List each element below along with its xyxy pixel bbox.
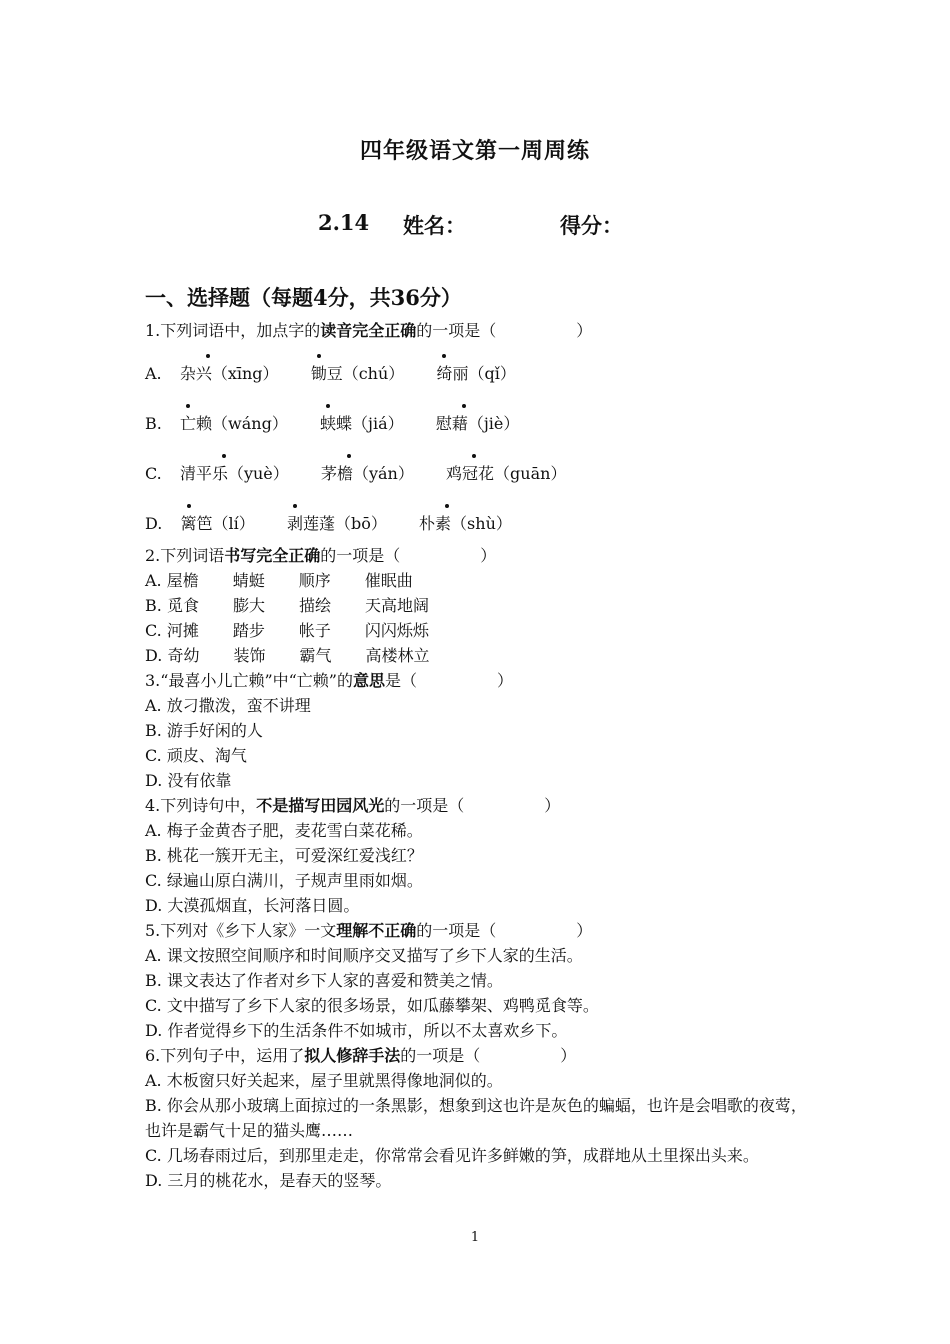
questions <box>145 318 810 1193</box>
question-4-option-b: B. 桃花一簇开无主，可爱深红爱浅红？ <box>145 846 423 865</box>
question-2-option-d: D. 奇幼 装饰 霸气 高楼林立 <box>145 646 430 665</box>
question-5-stem: 5.下列对《乡下人家》一文理解不正确的一项是（ ） <box>145 921 593 940</box>
question-6-option-d: D. 三月的桃花水，是春天的竖琴。 <box>145 1171 392 1190</box>
emphasis-dot <box>187 504 191 508</box>
question-4-stem: 4.下列诗句中，不是描写田园风光的一项是（ ） <box>145 796 561 815</box>
section-heading: 一、选择题（每题4分，共36分） <box>145 285 462 310</box>
question-5-option-d: D. 作者觉得乡下的生活条件不如城市，所以不太喜欢乡下。 <box>145 1021 568 1040</box>
emphasis-dot <box>462 404 466 408</box>
question-6-stem: 6.下列句子中，运用了拟人修辞手法的一项是（ ） <box>145 1046 577 1065</box>
question-3-option-d: D. 没有依靠 <box>145 771 232 790</box>
emphasis-dot <box>326 404 330 408</box>
name-label: 姓名： <box>403 213 466 238</box>
emphasis-dot <box>347 454 351 458</box>
emphasis-dot <box>445 504 449 508</box>
question-1-option-a: A. 杂兴（xīng） 锄豆（chú） 绮丽（qǐ） <box>145 343 810 393</box>
page-title: 四年级语文第一周周练 <box>359 138 590 164</box>
emphasis-dot <box>317 354 321 358</box>
question-3-option-a: A. 放刁撒泼，蛮不讲理 <box>145 696 311 715</box>
question-3-option-b: B. 游手好闲的人 <box>145 721 263 740</box>
question-4-option-c: C. 绿遍山原白满川，子规声里雨如烟。 <box>145 871 423 890</box>
emphasis-dot <box>293 504 297 508</box>
question-5-option-c: C. 文中描写了乡下人家的很多场景，如瓜藤攀架、鸡鸭觅食等。 <box>145 996 599 1015</box>
emphasis-dot <box>222 454 226 458</box>
question-3-option-c: C. 顽皮、淘气 <box>145 746 247 765</box>
date-label: 2.14 <box>318 210 370 235</box>
question-1-stem: 1.下列词语中，加点字的读音完全正确的一项是（ ） <box>145 321 593 340</box>
question-2-option-b: B. 觅食 膨大 描绘 天高地阔 <box>145 596 429 615</box>
question-1-option-b: B. 亡赖（wáng） 蛱蝶（jiá） 慰藉（jiè） <box>145 393 810 443</box>
page-number: 1 <box>470 1230 480 1245</box>
question-3-stem: 3.“最喜小儿亡赖”中“亡赖”的意思是（ ） <box>145 671 514 690</box>
question-6-option-b: B. 你会从那小玻璃上面掠过的一条黑影，想象到这也许是灰色的蝙蝠，也许是会唱歌的夜莺，也许是霸气十足的猫头鹰…… <box>145 1096 807 1140</box>
question-4-option-d: D. 大漠孤烟直，长河落日圆。 <box>145 896 360 915</box>
emphasis-dot <box>206 354 210 358</box>
question-4-option-a: A. 梅子金黄杏子肥，麦花雪白菜花稀。 <box>145 821 423 840</box>
emphasis-dot <box>186 404 190 408</box>
question-2-option-a: A. 屋檐 蜻蜓 顺序 催眠曲 <box>145 571 413 590</box>
question-1-option-d: D. 篱笆（lí） 剥莲蓬（bō） 朴素（shù） <box>145 493 810 543</box>
question-1-option-c: C. 清平乐（yuè） 茅檐（yán） 鸡冠花（guān） <box>145 443 810 493</box>
question-5-option-b: B. 课文表达了作者对乡下人家的喜爱和赞美之情。 <box>145 971 503 990</box>
question-6-option-c: C. 几场春雨过后，到那里走走，你常常会看见许多鲜嫩的笋，成群地从土里探出头来。 <box>145 1146 759 1165</box>
question-2-stem: 2.下列词语书写完全正确的一项是（ ） <box>145 546 497 565</box>
question-6-option-a: A. 木板窗只好关起来，屋子里就黑得像地洞似的。 <box>145 1071 503 1090</box>
question-5-option-a: A. 课文按照空间顺序和时间顺序交叉描写了乡下人家的生活。 <box>145 946 583 965</box>
score-label: 得分： <box>560 213 623 238</box>
emphasis-dot <box>472 454 476 458</box>
question-2-option-c: C. 河摊 踏步 帐子 闪闪烁烁 <box>145 621 429 640</box>
emphasis-dot <box>442 354 446 358</box>
